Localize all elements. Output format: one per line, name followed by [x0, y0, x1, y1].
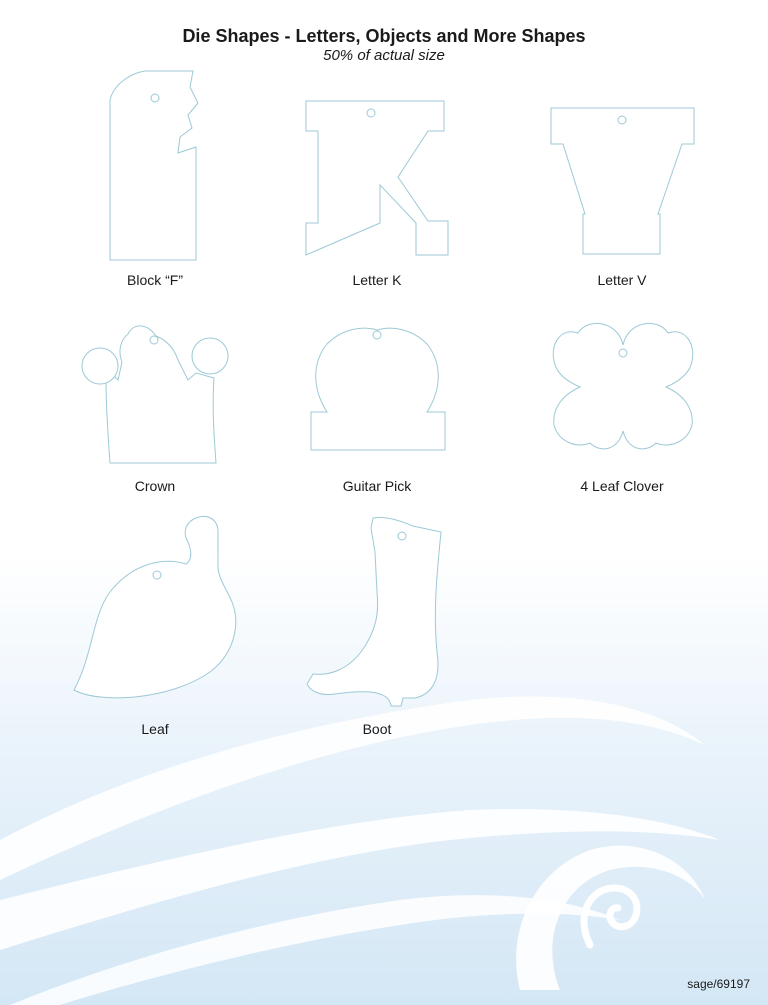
guitar-pick-icon — [305, 322, 450, 457]
shape-label-clover: 4 Leaf Clover — [580, 478, 664, 494]
shape-label-leaf: Leaf — [141, 721, 169, 737]
catalog-code: sage/69197 — [687, 977, 750, 991]
shape-label-guitar-pick: Guitar Pick — [342, 478, 412, 494]
shape-label-letter-k: Letter K — [352, 272, 402, 288]
clover-icon — [548, 315, 698, 460]
shape-label-crown: Crown — [134, 478, 176, 494]
shape-label-boot: Boot — [362, 721, 392, 737]
block-f-icon — [100, 65, 210, 265]
letter-k-icon — [300, 95, 455, 260]
page-subtitle: 50% of actual size — [323, 47, 445, 64]
letter-v-icon — [545, 102, 700, 262]
leaf-icon — [70, 512, 240, 707]
shape-label-block-f: Block “F” — [127, 272, 183, 288]
shape-label-letter-v: Letter V — [597, 272, 647, 288]
crown-icon — [78, 318, 233, 468]
boot-icon — [305, 512, 450, 712]
page-title: Die Shapes - Letters, Objects and More Shapes — [182, 26, 586, 46]
